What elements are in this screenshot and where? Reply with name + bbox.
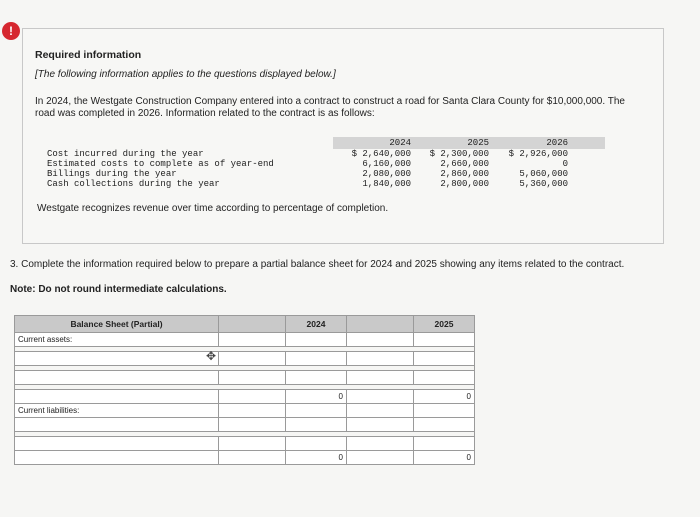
current-liabilities-label: Current liabilities:	[15, 404, 219, 418]
col-header-2025: 2025	[414, 316, 475, 333]
liability-2024-input-3[interactable]	[219, 451, 286, 465]
asset-2024-input-2[interactable]	[219, 371, 286, 385]
balance-sheet-header: Balance Sheet (Partial)	[15, 316, 219, 333]
liability-2025-input-2[interactable]	[347, 437, 414, 451]
info-text: In 2024, the Westgate Construction Company entered into a contract to construct a road for Santa Clara County for $10,000,000. The road was completed in 2026. Information related to the contract is as follows:	[35, 96, 625, 119]
row-label-cash-collections: Cash collections during the year	[47, 179, 220, 189]
asset-2024-input-3[interactable]	[219, 390, 286, 404]
blank-cell	[414, 352, 475, 366]
asset-2025-input-3[interactable]	[347, 390, 414, 404]
year-header-2024: 2024	[389, 138, 411, 148]
info-note: [The following information applies to the questions displayed below.]	[35, 69, 336, 80]
year-header-2026: 2026	[546, 138, 568, 148]
current-assets-label: Current assets:	[15, 333, 219, 347]
liabilities-total-2024: 0	[286, 451, 347, 465]
info-footer: Westgate recognizes revenue over time according to percentage of completion.	[37, 203, 389, 214]
value-billings-2025: 2,860,000	[440, 169, 489, 179]
asset-label-input-3[interactable]	[15, 390, 219, 404]
value-estimated-2024: 6,160,000	[362, 159, 411, 169]
row-label-cost-incurred: Cost incurred during the year	[47, 149, 204, 159]
blank-cell	[286, 404, 347, 418]
col-header-2024: 2024	[286, 316, 347, 333]
asset-2025-input-1[interactable]	[347, 352, 414, 366]
question-note: Note: Do not round intermediate calculations.	[10, 284, 227, 295]
liability-label-input-2[interactable]	[15, 437, 219, 451]
value-estimated-2026: 0	[562, 159, 568, 169]
blank-cell	[286, 437, 347, 451]
row-label-estimated-costs: Estimated costs to complete as of year-end	[47, 159, 274, 169]
liability-2024-input-2[interactable]	[219, 437, 286, 451]
blank-cell	[347, 333, 414, 347]
value-billings-2026: 5,060,000	[519, 169, 568, 179]
year-header-2025: 2025	[467, 138, 489, 148]
blank-cell	[414, 437, 475, 451]
col-header-spacer-2024	[219, 316, 286, 333]
balance-sheet-table	[14, 315, 475, 465]
blank-cell	[414, 418, 475, 432]
assets-total-2024: 0	[286, 390, 347, 404]
asset-label-input-1[interactable]	[15, 352, 219, 366]
value-cash-2024: 1,840,000	[362, 179, 411, 189]
liability-label-input-3[interactable]	[15, 451, 219, 465]
value-cost-2024: $ 2,640,000	[351, 149, 411, 159]
blank-cell	[286, 333, 347, 347]
blank-cell	[286, 418, 347, 432]
liability-label-input-1[interactable]	[15, 418, 219, 432]
value-cash-2025: 2,800,000	[440, 179, 489, 189]
liability-2025-input-1[interactable]	[347, 418, 414, 432]
blank-cell	[414, 333, 475, 347]
row-label-billings: Billings during the year	[47, 169, 177, 179]
required-information-panel	[22, 28, 664, 244]
info-title: Required information	[35, 49, 142, 61]
exclamation-icon: !	[2, 22, 20, 40]
blank-cell	[219, 404, 286, 418]
asset-2024-input-1[interactable]	[219, 352, 286, 366]
question-text: 3. Complete the information required below to prepare a partial balance sheet for 2024 and 2025 showing any items related to the contract.	[10, 259, 625, 270]
value-cost-2026: $ 2,926,000	[508, 149, 568, 159]
assets-total-2025: 0	[414, 390, 475, 404]
asset-2025-input-2[interactable]	[347, 371, 414, 385]
liability-2024-input-1[interactable]	[219, 418, 286, 432]
value-cash-2026: 5,360,000	[519, 179, 568, 189]
col-header-spacer-2025	[347, 316, 414, 333]
value-estimated-2025: 2,660,000	[440, 159, 489, 169]
blank-cell	[414, 371, 475, 385]
blank-cell	[347, 404, 414, 418]
liability-2025-input-3[interactable]	[347, 451, 414, 465]
asset-label-input-2[interactable]	[15, 371, 219, 385]
liabilities-total-2025: 0	[414, 451, 475, 465]
move-cursor-icon: ✥	[206, 349, 217, 363]
value-billings-2024: 2,080,000	[362, 169, 411, 179]
blank-cell	[219, 333, 286, 347]
blank-cell	[286, 352, 347, 366]
blank-cell	[414, 404, 475, 418]
value-cost-2025: $ 2,300,000	[429, 149, 489, 159]
blank-cell	[286, 371, 347, 385]
